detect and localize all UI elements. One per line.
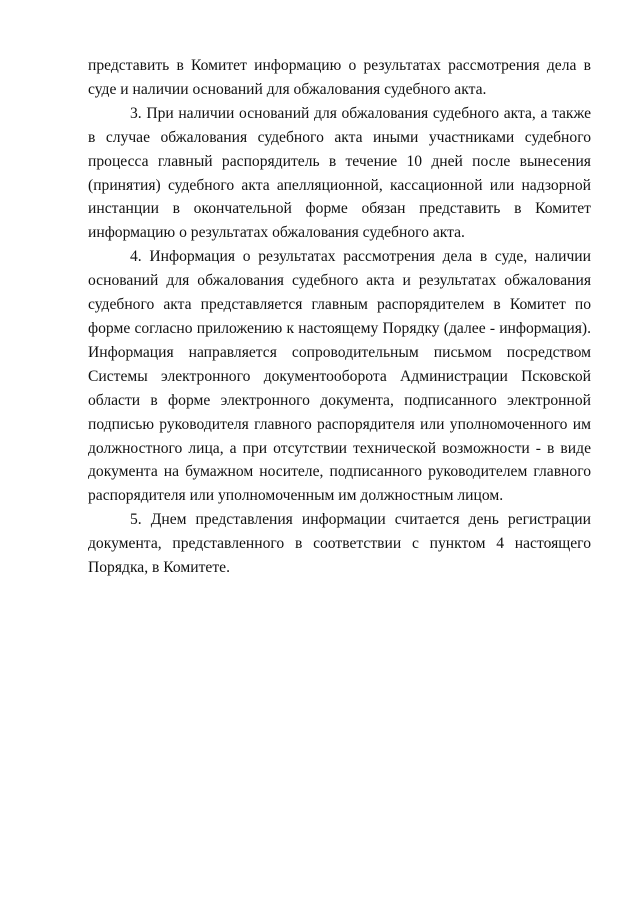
paragraph-item-3: 3. При наличии оснований для обжалования судебного акта, а также в случае обжалования судебного акта иными участниками судебного процесса главный распорядитель в течение 10 дней после вынесения (принятия) судебного акта апелляционной, кассационной или надзорной инстанции в окончательной форме обязан представить в Комитет информацию о результатах обжалования судебного акта. <box>88 104 591 242</box>
paragraph-continuation: представить в Комитет информацию о результатах рассмотрения дела в суде и наличии оснований для обжалования судебного акта. <box>88 57 591 98</box>
paragraph-item-4: 4. Информация о результатах рассмотрения дела в суде, наличии оснований для обжалования судебного акта и результатах обжалования судебного акта представляется главным распорядителем в Комитет по форме согласно приложению к настоящему Порядку (далее - информация). Информация направляется сопроводительным письмом посредством Системы электронного документооборота Администрации Псковской области в форме электронного документа, подписанного электронной подписью руководителя главного распорядителя или уполномоченного им должностного лица, а при отсутствии технической возможности - в виде документа на бумажном носителе, подписанного руководителем главного распорядителя или уполномоченным им должностным лицом. <box>88 248 591 505</box>
document-page <box>88 54 591 580</box>
paragraph-item-5: 5. Днем представления информации считается день регистрации документа, представленного в соответствии с пунктом 4 настоящего Порядка, в Комитете. <box>88 511 591 577</box>
